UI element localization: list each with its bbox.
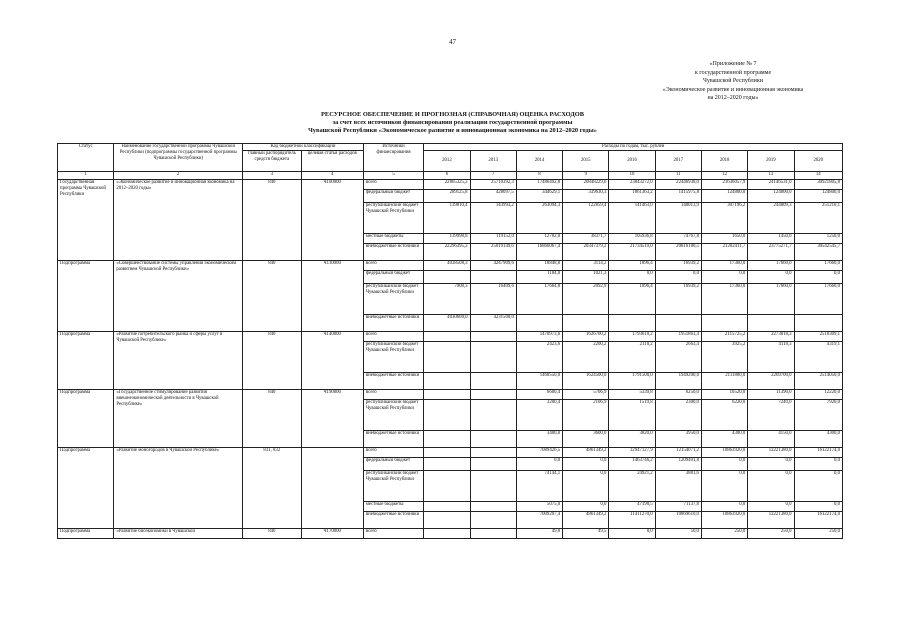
row-value: 20848229,6 <box>563 180 609 190</box>
row-value: 1463746,2 <box>609 458 655 471</box>
row-value: 3820,0 <box>609 431 655 448</box>
row-value: 1861363,2 <box>609 190 655 203</box>
row-value: 12221380,0 <box>748 448 794 458</box>
row-value <box>516 315 562 332</box>
row-value <box>470 390 516 400</box>
row-value: 1415975,8 <box>655 190 701 203</box>
header-year: 2019 <box>748 151 794 172</box>
row-value: 6250,0 <box>655 390 701 400</box>
header-year: 2018 <box>701 151 747 172</box>
row-value: 50,0 <box>655 529 701 539</box>
row-value: 12220,0 <box>794 390 842 400</box>
row-funding-source: всего <box>363 529 423 539</box>
table-row <box>58 332 843 342</box>
row-value: 0,0 <box>655 271 701 284</box>
row-value: 263094,3 <box>516 203 562 234</box>
row-value: 11411270,0 <box>609 512 655 529</box>
row-value: 3925,2 <box>701 342 747 373</box>
row-status: Подпрограмма <box>58 529 114 539</box>
row-value: 0,0 <box>794 271 842 284</box>
appendix-line: к государственной программе <box>694 69 772 76</box>
row-value: 30542545,7 <box>794 244 842 261</box>
row-value: 74144,1 <box>516 471 562 502</box>
row-value: 2269700,0 <box>748 373 794 390</box>
row-value: 143993,2 <box>470 203 516 234</box>
row-value: 2273818,3 <box>748 332 794 342</box>
row-value: 2092,9 <box>563 284 609 315</box>
row-funding-source: внебюджетные источники <box>363 244 423 261</box>
row-value <box>424 400 470 431</box>
row-status: Подпрограмма <box>58 261 114 332</box>
table-row <box>58 180 843 190</box>
row-value: 3200,4 <box>516 400 562 431</box>
row-value <box>424 471 470 502</box>
row-value: 21734519,0 <box>609 244 655 261</box>
header-budget-code: Код бюджетной классификации <box>243 144 364 151</box>
header-year: 2014 <box>516 151 562 172</box>
row-value: 1896,4 <box>609 284 655 315</box>
page-number: 47 <box>449 38 456 46</box>
row-value: 250,0 <box>701 529 747 539</box>
row-value: 0,0 <box>794 502 842 512</box>
column-number: 2 <box>114 172 243 180</box>
row-value: 2514050,0 <box>794 373 842 390</box>
row-value <box>609 315 655 332</box>
row-value: 289125,8 <box>424 190 470 203</box>
row-expense-article: Ч100000 <box>301 180 363 261</box>
document-title <box>0 111 905 136</box>
row-value: 1468550,0 <box>516 373 562 390</box>
row-funding-source: федеральный бюджет <box>363 190 423 203</box>
row-value: 1951863,4 <box>655 332 701 342</box>
row-value <box>701 315 747 332</box>
row-value <box>470 448 516 458</box>
row-value <box>424 373 470 390</box>
row-value: 140013,9 <box>655 203 701 234</box>
row-value: 24146531,0 <box>748 180 794 190</box>
row-value: 5075,0 <box>516 502 562 512</box>
row-value: 2115725,2 <box>701 332 747 342</box>
row-value: 2663,4 <box>655 342 701 373</box>
row-value: 250,0 <box>748 529 794 539</box>
row-value: 3950,0 <box>655 431 701 448</box>
header-chief-admin: главный распорядитель средств бюджета <box>243 151 301 172</box>
row-value: 0,0 <box>563 502 609 512</box>
row-value: 10869610,0 <box>655 512 701 529</box>
row-program-name: «Развитие моногородов в Чувашской Республике» <box>114 448 243 529</box>
row-value: 24921,2 <box>609 471 655 502</box>
row-value: 122859,4 <box>563 203 609 234</box>
row-value: 7920,0 <box>794 400 842 431</box>
row-value: 16122174,0 <box>794 512 842 529</box>
row-value: 0,0 <box>748 471 794 502</box>
header-year: 2016 <box>609 151 655 172</box>
row-value <box>424 390 470 400</box>
row-value: 2518309,1 <box>794 332 842 342</box>
row-value <box>470 512 516 529</box>
row-value: 1450,0 <box>748 234 794 244</box>
row-value: 74767,8 <box>655 234 701 244</box>
row-value: 4038508,3 <box>424 261 470 271</box>
title-line: Чувашской Республики «Экономическое развитие и инновационная экономика на 2012–2020 годы» <box>308 127 597 135</box>
row-value: 250,0 <box>794 529 842 539</box>
row-funding-source: внебюджетные источники <box>363 315 423 332</box>
row-value: 139810,4 <box>424 203 470 234</box>
row-funding-source: республиканский бюджет Чувашской Республики <box>363 203 423 234</box>
row-value: 21636057,9 <box>701 180 747 190</box>
row-value <box>470 458 516 471</box>
row-status: Подпрограмма <box>58 390 114 448</box>
row-value: 428097,5 <box>470 190 516 203</box>
row-value <box>470 271 516 284</box>
row-value: 1793610,2 <box>609 332 655 342</box>
row-value: 12702,0 <box>516 234 562 244</box>
row-value: 7240,0 <box>748 400 794 431</box>
row-value <box>655 315 701 332</box>
row-value: 1896,4 <box>609 261 655 271</box>
row-value: 7908,3 <box>424 284 470 315</box>
row-program-name: «Экономическое развитие и инновационная экономика на 2012–2020 годы» <box>114 180 243 261</box>
row-expense-article <box>301 448 363 529</box>
row-value: 0,0 <box>701 271 747 284</box>
row-value: 124800,0 <box>794 190 842 203</box>
column-number: 6 <box>424 172 470 180</box>
table-row <box>58 390 843 400</box>
row-value: 119152,0 <box>470 234 516 244</box>
row-value <box>424 342 470 373</box>
header-year: 2013 <box>470 151 516 172</box>
row-value: 344629,1 <box>516 190 562 203</box>
row-funding-source: внебюджетные источники <box>363 373 423 390</box>
row-value: 0,0 <box>794 458 842 471</box>
row-value: 4319,1 <box>794 342 842 373</box>
row-value: 23843272,0 <box>609 180 655 190</box>
row-value: 0,0 <box>563 458 609 471</box>
row-value: 22446938,0 <box>655 180 701 190</box>
row-funding-source: внебюджетные источники <box>363 512 423 529</box>
row-value: 49,5 <box>563 529 609 539</box>
row-value <box>424 271 470 284</box>
row-value: 12947127,9 <box>609 448 655 458</box>
row-funding-source: республиканский бюджет Чувашской Республики <box>363 342 423 373</box>
row-chief-admin: 831, 832 <box>243 448 301 529</box>
row-value: 5706,9 <box>563 390 609 400</box>
column-number: 8 <box>516 172 562 180</box>
row-expense-article: Ч140000 <box>301 332 363 390</box>
row-value: 2300,0 <box>655 400 701 431</box>
row-value: 4118,3 <box>748 342 794 373</box>
row-program-name: «Развитие потребительского рынка и сферы услуг в Чувашской Республике» <box>114 332 243 390</box>
header-row <box>58 144 843 151</box>
row-value <box>470 400 516 431</box>
table-row <box>58 261 843 271</box>
row-value <box>424 431 470 448</box>
row-value: 17660,0 <box>748 261 794 271</box>
row-funding-source: всего <box>363 180 423 190</box>
column-numbers-row <box>58 172 843 180</box>
row-value <box>748 315 794 332</box>
row-value: 4300,0 <box>794 431 842 448</box>
row-value <box>470 471 516 502</box>
row-value: 4300,0 <box>701 431 747 448</box>
row-value: 0,0 <box>701 471 747 502</box>
row-value: 1021,3 <box>563 271 609 284</box>
row-value: 6220,0 <box>701 400 747 431</box>
appendix-line: «Экономическое развитие и инновационная экономика <box>662 86 804 93</box>
row-value: 141463,0 <box>609 203 655 234</box>
row-value: 17660,0 <box>794 261 842 271</box>
row-funding-source: местные бюджеты <box>363 502 423 512</box>
row-funding-source: республиканский бюджет Чувашской Республики <box>363 400 423 431</box>
row-value: 2423,6 <box>516 342 562 373</box>
header-year: 2020 <box>794 151 842 172</box>
row-value: 4231500,0 <box>470 315 516 332</box>
column-number: 3 <box>243 172 301 180</box>
row-value <box>470 431 516 448</box>
header-program-name: Наименование государственной программы Чувашской Республики (подпрограммы государственной программы Чувашской Республики) <box>114 144 243 172</box>
column-number: 12 <box>701 172 747 180</box>
row-funding-source: республиканский бюджет Чувашской Республики <box>363 471 423 502</box>
row-value: 16939,2 <box>655 261 701 271</box>
row-value: 25019149,6 <box>470 244 516 261</box>
row-value: 47190,5 <box>609 502 655 512</box>
row-expense-article: Ч170000 <box>301 529 363 539</box>
row-value: 20816180,5 <box>655 244 701 261</box>
row-value: 2110,2 <box>609 342 655 373</box>
header-expenses-by-year: Расходы по годам, тыс. рублей <box>424 144 843 151</box>
row-value <box>470 373 516 390</box>
header-year: 2012 <box>424 151 470 172</box>
row-value: 1949200,0 <box>655 373 701 390</box>
column-number: 13 <box>748 172 794 180</box>
row-funding-source: всего <box>363 332 423 342</box>
row-value: 1470973,6 <box>516 332 562 342</box>
row-value: 139998,8 <box>424 234 470 244</box>
row-value: 4247909,6 <box>470 261 516 271</box>
row-value: 17660,0 <box>794 284 842 315</box>
row-value: 2111800,0 <box>701 373 747 390</box>
row-value: 71137,8 <box>655 502 701 512</box>
appendix-line: «Приложение № 7 <box>709 61 757 67</box>
row-funding-source: федеральный бюджет <box>363 458 423 471</box>
row-value: 0,0 <box>609 529 655 539</box>
row-value: 12154071,2 <box>655 448 701 458</box>
row-value: 3600,0 <box>563 431 609 448</box>
row-program-name: «Совершенствование системы управления экономическим развитием Чувашской Республики» <box>114 261 243 332</box>
row-value: 2200,2 <box>563 342 609 373</box>
row-expense-article: Ч110000 <box>301 261 363 332</box>
row-value: 124800,0 <box>748 190 794 203</box>
row-value: 339630,3 <box>563 190 609 203</box>
row-chief-admin: 840 <box>243 332 301 390</box>
row-value <box>424 529 470 539</box>
row-value: 0,0 <box>794 471 842 502</box>
row-chief-admin: 840 <box>243 180 301 261</box>
row-value: 11390,0 <box>748 390 794 400</box>
row-value: 38371,7 <box>563 234 609 244</box>
table-row <box>58 448 843 458</box>
header-expense-article: целевая статья расходов <box>301 151 363 172</box>
row-value: 307196,2 <box>701 203 747 234</box>
row-status: Государственная программа Чувашской Республики <box>58 180 114 261</box>
row-value: 105936,8 <box>609 234 655 244</box>
header-status: Статус <box>58 144 114 172</box>
row-value: 16122174,0 <box>794 448 842 458</box>
row-value: 0,0 <box>701 502 747 512</box>
row-value: 20347379,2 <box>563 244 609 261</box>
row-value <box>794 315 842 332</box>
column-number: 1 <box>58 172 114 180</box>
column-number: 7 <box>470 172 516 180</box>
row-value: 1519,8 <box>609 400 655 431</box>
row-value: 23775271,7 <box>748 244 794 261</box>
row-value: 5339,8 <box>609 390 655 400</box>
row-funding-source: всего <box>363 390 423 400</box>
row-funding-source: всего <box>363 448 423 458</box>
row-value: 4030600,0 <box>424 315 470 332</box>
appendix-note <box>643 60 823 103</box>
column-number: 10 <box>609 172 655 180</box>
row-value: 3881,6 <box>655 471 701 502</box>
row-funding-source: федеральный бюджет <box>363 271 423 284</box>
row-value: 0,0 <box>609 271 655 284</box>
row-value: 251210,1 <box>794 203 842 234</box>
row-value: 6600,4 <box>516 390 562 400</box>
row-value <box>470 342 516 373</box>
column-number: 4 <box>301 172 363 180</box>
appendix-line: Чувашской Республики <box>702 78 764 85</box>
row-value: 16866067,4 <box>516 244 562 261</box>
row-value: 7009207,4 <box>516 512 562 529</box>
row-value: 30921805,8 <box>794 180 842 190</box>
title-line: за счет всех источников финансирования реализации государственной программы <box>332 119 573 127</box>
row-funding-source: местные бюджеты <box>363 234 423 244</box>
column-number: 9 <box>563 172 609 180</box>
row-value: 4150,0 <box>748 431 794 448</box>
row-value: 16409,6 <box>470 284 516 315</box>
row-value: 22296395,2 <box>424 244 470 261</box>
row-value: 2106,9 <box>563 400 609 431</box>
row-value: 1209401,8 <box>655 458 701 471</box>
row-value: 0,0 <box>748 271 794 284</box>
row-value: 1650,0 <box>701 234 747 244</box>
row-status: Подпрограмма <box>58 332 114 390</box>
row-value: 17660,0 <box>748 284 794 315</box>
row-value: 4861349,2 <box>563 448 609 458</box>
row-value: 244809,3 <box>748 203 794 234</box>
expenses-table <box>57 143 843 539</box>
row-value <box>470 332 516 342</box>
row-value: 124800,0 <box>701 190 747 203</box>
row-value: 4861349,2 <box>563 512 609 529</box>
row-value: 25710392,3 <box>470 180 516 190</box>
row-value <box>424 458 470 471</box>
row-value: 17664,8 <box>516 284 562 315</box>
row-value: 17486492,8 <box>516 180 562 190</box>
row-value: 18848,8 <box>516 261 562 271</box>
row-value: 0,0 <box>701 458 747 471</box>
row-value: 17360,0 <box>701 284 747 315</box>
title-line: РЕСУРСНОЕ ОБЕСПЕЧЕНИЕ И ПРОГНОЗНАЯ (СПРАВОЧНАЯ) ОЦЕНКА РАСХОДОВ <box>321 111 584 118</box>
row-value: 3400,0 <box>516 431 562 448</box>
column-number: 5 <box>363 172 423 180</box>
row-value: 12221380,0 <box>748 512 794 529</box>
row-chief-admin: 840 <box>243 261 301 332</box>
row-funding-source: республиканский бюджет Чувашской Республики <box>363 284 423 315</box>
row-value <box>470 529 516 539</box>
row-value: 1624500,0 <box>563 373 609 390</box>
row-chief-admin: 840 <box>243 390 301 448</box>
row-value: 10863920,0 <box>701 512 747 529</box>
row-status: Подпрограмма <box>58 448 114 529</box>
row-value: 0,0 <box>563 471 609 502</box>
column-number: 14 <box>794 172 842 180</box>
row-value <box>424 332 470 342</box>
row-value: 1791500,0 <box>609 373 655 390</box>
row-chief-admin: 840 <box>243 529 301 539</box>
row-funding-source: внебюджетные источники <box>363 431 423 448</box>
row-value: 17360,0 <box>701 261 747 271</box>
row-value: 0,0 <box>748 458 794 471</box>
row-value: 3114,2 <box>563 261 609 271</box>
row-value: 10520,0 <box>701 390 747 400</box>
column-number: 11 <box>655 172 701 180</box>
row-value <box>424 448 470 458</box>
row-value: 10863920,0 <box>701 448 747 458</box>
row-value: 16939,2 <box>655 284 701 315</box>
header-year: 2017 <box>655 151 701 172</box>
header-year: 2015 <box>563 151 609 172</box>
header-funding-sources: Источники финансирования <box>363 144 423 172</box>
row-value: 1184,0 <box>516 271 562 284</box>
row-funding-source: всего <box>363 261 423 271</box>
row-value: 7089426,5 <box>516 448 562 458</box>
row-value <box>424 502 470 512</box>
row-value <box>563 315 609 332</box>
table-row <box>58 529 843 539</box>
appendix-line: на 2012–2020 годы» <box>707 95 759 102</box>
row-value: 1250,0 <box>794 234 842 244</box>
row-program-name: «Развитие биоэкономики в Чувашской <box>114 529 243 539</box>
row-program-name: «Государственное стимулирование развития внешнеэкономической деятельности в Чувашской Республике» <box>114 390 243 448</box>
row-value: 21202411,7 <box>701 244 747 261</box>
row-value: 0,0 <box>516 458 562 471</box>
row-expense-article: Ч190000 <box>301 390 363 448</box>
row-value <box>470 502 516 512</box>
row-value <box>424 512 470 529</box>
row-value: 22865325,2 <box>424 180 470 190</box>
row-value: 49,8 <box>516 529 562 539</box>
row-value: 1626700,2 <box>563 332 609 342</box>
row-value: 0,0 <box>748 502 794 512</box>
